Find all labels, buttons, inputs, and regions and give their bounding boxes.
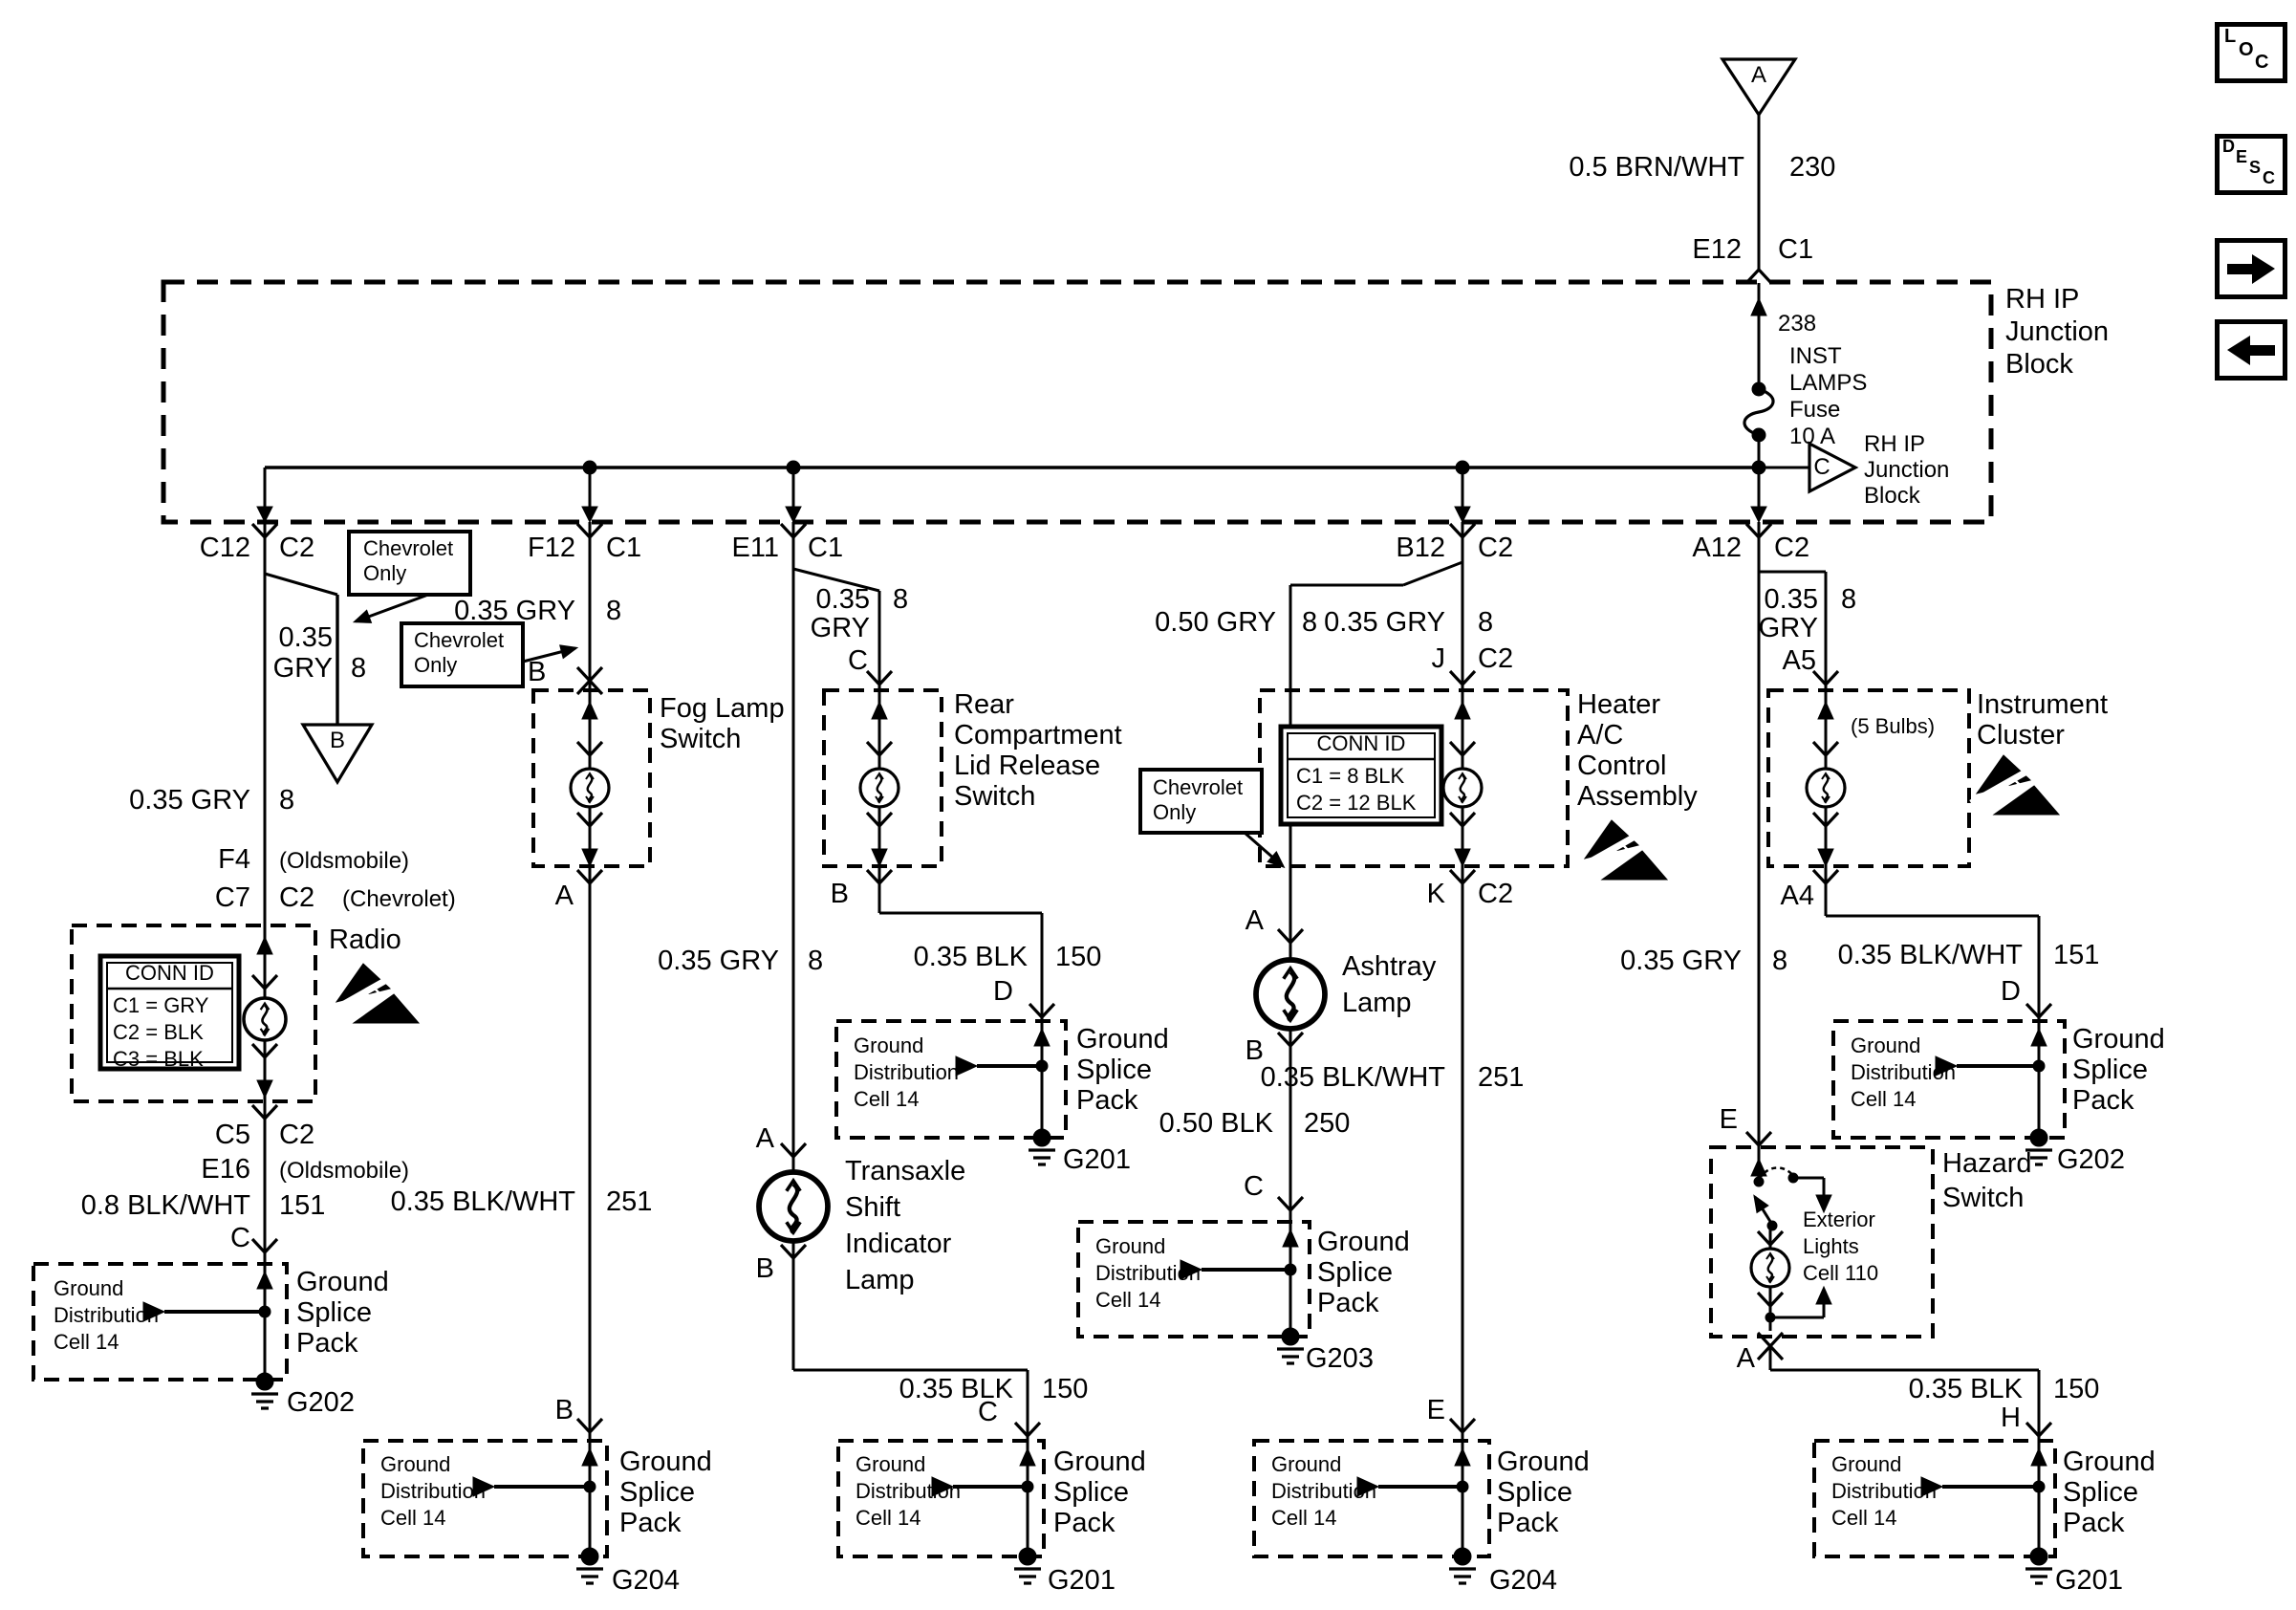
wire-color-label: 0.35 BLK [1908,1374,2023,1404]
chevrolet-only-note: Chevrolet [1153,775,1244,799]
wire-color-label: 0.5 BRN/WHT [1569,152,1744,183]
out-dest-name: Block [1864,483,1920,509]
wire-color-label: 0.8 BLK/WHT [80,1190,250,1221]
ground-splice-pack-label: Ground [1497,1447,1590,1477]
next-page-button[interactable] [2215,238,2287,299]
wire-color-label: GRY [272,653,333,684]
ground-icon [1014,1548,1041,1583]
ground-distribution-note: Distribution [854,1060,960,1084]
junction-block-name: RH IP [2005,284,2080,315]
dest-triangle-letter: A [1750,62,1766,88]
connector-id-label: C2 [1774,533,1810,563]
pin-note: (Oldsmobile) [279,1158,410,1184]
ground-splice-pack-label: Pack [2072,1085,2134,1116]
circuit-number-label: 150 [1042,1374,1089,1404]
terminal-label: A [1245,905,1264,936]
wire-color-label: 0.35 GRY [658,946,779,976]
ground-splice-pack-label: Pack [1053,1508,1116,1538]
ground-distribution-note: Distribution [54,1303,160,1327]
conn-id-row: C2 = BLK [113,1020,204,1044]
bulb-count-note: (5 Bulbs) [1851,714,1936,738]
wire-color-label: 0.35 GRY [1620,946,1742,976]
loc-letter: C [2255,52,2269,73]
terminal-label: D [2001,976,2021,1007]
ground-distribution-note: Cell 14 [1831,1506,1897,1530]
circuit-number-label: 251 [606,1186,653,1217]
ground-id-label: G202 [2057,1144,2125,1175]
ground-splice-pack-label: Pack [2063,1508,2125,1538]
circuit-number-label: 8 [279,785,295,816]
connector-id-label: C2 [1478,643,1514,674]
ground-icon [1029,1129,1055,1164]
ground-distribution-note: Cell 14 [1095,1288,1161,1312]
loc-letter: L [2224,26,2237,47]
terminal-label: A [755,1123,774,1154]
fuse-circuit-label: 238 [1778,311,1817,337]
ground-distribution-note: Distribution [856,1479,962,1503]
bus-wire [257,461,1766,522]
heater-esd-icon [1579,820,1667,880]
up-arrow [1751,298,1766,315]
ground-id-label: G204 [1489,1565,1557,1596]
ground-distribution-note: Ground [1271,1452,1342,1476]
terminal-label: E [1426,1395,1445,1425]
ground-distribution-note: Ground [1095,1234,1166,1258]
connector-id-label: C2 [279,1120,315,1150]
connector-id-label: C2 [279,882,315,913]
connector-pin-label: F12 [528,533,575,563]
connector-pin-label: B12 [1396,533,1445,563]
left-arrow-icon [2220,324,2283,376]
connector-id-label: C2 [279,533,315,563]
terminal-label: B [1245,1035,1264,1066]
terminal-label: B [554,1395,574,1425]
wire-color-label: 0.50 BLK [1159,1108,1273,1139]
terminal-label: A [1736,1343,1755,1374]
ground-distribution-note: Distribution [1095,1261,1202,1285]
connector-pin-label: E12 [1692,234,1742,265]
wire-color-label: 0.35 [278,622,333,653]
terminal-label: C [230,1223,250,1253]
connector-id-label: C1 [808,533,844,563]
loc-button[interactable] [2215,22,2287,83]
ground-distribution-note: Cell 14 [1271,1506,1337,1530]
ground-splice-pack-label: Ground [619,1447,712,1477]
circuit-number-label: 8 [1772,946,1788,976]
circuit-number-label: 8 [351,653,367,684]
circuit-number-label: 151 [279,1190,326,1221]
ground-distribution-note: Cell 14 [1851,1087,1917,1111]
ashtray-lamp-icon [1256,960,1325,1029]
circuit-number-label: 251 [1478,1062,1525,1093]
ground-distribution-note: Ground [380,1452,451,1476]
cluster-esd-icon [1971,755,2059,815]
circuit-number-label: 8 [893,584,909,615]
radio-lamp-icon [244,998,286,1040]
ground-distribution-note: Distribution [380,1479,487,1503]
junction-block-output-triangle [1759,444,1855,491]
connector-pin-label: E16 [201,1154,250,1185]
terminal-label: B [528,657,547,687]
wire-color-label: 0.35 GRY [1324,607,1445,638]
component-name: Assembly [1577,781,1698,812]
fuse-name: Fuse [1789,397,1841,423]
chevrolet-only-note: Only [363,561,407,585]
ground-splice-pack-label: Splice [1497,1477,1572,1508]
conn-id-row: C1 = 8 BLK [1296,764,1405,788]
connector-id-label: C1 [1778,234,1814,265]
component-name: Lid Release [954,751,1101,781]
ground-distribution-note: Ground [1831,1452,1902,1476]
terminal-label: C [848,645,868,676]
ground-icon [1277,1328,1304,1363]
ground-splice-pack-label: Pack [296,1328,358,1359]
component-name: A/C [1577,720,1624,751]
ground-splice-pack-label: Splice [1317,1257,1393,1288]
junction-block-name: Block [2005,349,2073,380]
circuit-number-label: 8 [808,946,824,976]
ground-splice-pack-label: Pack [619,1508,682,1538]
component-name: Rear [954,689,1014,720]
ground-splice-pack-label: Ground [2072,1024,2165,1055]
connector-chevrons-box-bottom [252,524,1771,537]
fog-lamp-icon [571,769,609,807]
terminal-label: A5 [1782,645,1816,676]
loc-letter: O [2239,39,2254,60]
component-name: Transaxle [845,1156,966,1186]
connector-id-label: C1 [606,533,642,563]
circuit-number-label: 8 [1478,607,1494,638]
terminal-label: C [978,1397,998,1427]
conn-id-title: CONN ID [125,961,214,985]
ground-distribution-note: Ground [854,1033,924,1057]
transaxle-lamp-icon [759,1172,828,1241]
right-arrow-icon [2220,243,2283,294]
heater-circuit-wires [1260,522,1568,1556]
fuse-name: INST [1789,343,1842,369]
connector-pin-label: C12 [199,533,250,563]
pin-note: (Oldsmobile) [279,848,410,874]
junction-block-name: Junction [2005,316,2110,347]
component-name: Compartment [954,720,1122,751]
desc-letter: E [2236,147,2248,166]
ground-distribution-note: Distribution [1831,1479,1938,1503]
ground-splice-pack-label: Splice [619,1477,695,1508]
connector-pin-label: E11 [731,533,779,563]
desc-letter: D [2222,137,2235,156]
conn-id-title: CONN ID [1316,731,1406,755]
ground-splice-pack-label: Splice [2072,1055,2148,1085]
ground-icon [576,1548,603,1583]
wire-color-label: 0.35 GRY [129,785,250,816]
ground-splice-pack-label: Splice [1076,1055,1152,1085]
fuse-name: 10 A [1789,424,1836,449]
out-triangle-letter: C [1813,454,1830,480]
wire-color-label: 0.35 BLK [899,1374,1013,1404]
connector-id-label: C2 [1478,879,1514,909]
component-name: Shift [845,1192,901,1223]
wire-color-label: 0.35 BLK/WHT [1837,940,2023,970]
dest-triangle-letter: B [329,728,345,753]
conn-id-row: C3 = BLK [113,1047,204,1071]
hazard-lamp-icon [1751,1249,1789,1287]
switch-dest-note: Lights [1803,1234,1859,1258]
radio-esd-icon [331,964,419,1023]
prev-page-button[interactable] [2215,319,2287,381]
component-name: Radio [329,925,401,955]
ground-splice-pack-label: Splice [2063,1477,2138,1508]
component-name: Switch [660,724,742,754]
component-name: Heater [1577,689,1661,720]
component-name: Fog Lamp [660,693,785,724]
ground-id-label: G201 [1063,1144,1131,1175]
ground-distribution-note: Distribution [1851,1060,1957,1084]
terminal-label: A [554,881,574,911]
component-name: Lamp [845,1265,915,1295]
terminal-label: B [830,879,849,909]
component-name: Indicator [845,1229,952,1259]
terminal-label: K [1426,879,1445,909]
terminal-label: C [1244,1171,1264,1202]
circuit-number-label: 150 [1055,942,1102,972]
ground-distribution-note: Ground [54,1276,124,1300]
terminal-label: J [1431,643,1445,674]
connector-id-label: C2 [1478,533,1514,563]
chevrolet-only-note: Only [1153,800,1197,824]
ground-splice-pack-label: Ground [1076,1024,1169,1055]
component-name: Instrument [1977,689,2108,720]
circuit-number-label: 230 [1789,152,1836,183]
chevrolet-only-note: Chevrolet [363,536,454,560]
terminal-label: H [2001,1403,2021,1433]
rear-compartment-lamp-icon [860,769,899,807]
ground-id-label: G204 [612,1565,680,1596]
fuse-icon [1744,382,1773,468]
chevrolet-only-note: Only [414,653,458,677]
ground-icon [1449,1548,1476,1583]
wire-color-label: GRY [810,613,870,643]
wire-color-label: 0.35 [1764,584,1818,615]
switch-dest-note: Cell 110 [1803,1261,1879,1285]
ground-id-label: G201 [2055,1565,2123,1596]
ground-id-label: G201 [1048,1565,1116,1596]
ground-distribution-note: Cell 14 [854,1087,920,1111]
connector-pin-label: C5 [214,1120,250,1150]
component-name: Control [1577,751,1667,781]
terminal-label: D [993,976,1013,1007]
out-dest-name: RH IP [1864,431,1926,457]
circuit-number-label: 150 [2053,1374,2100,1404]
ground-distribution-note: Ground [856,1452,926,1476]
wire-color-label: 0.35 [815,584,870,615]
fuse-name: LAMPS [1789,370,1868,396]
ground-splice-pack-label: Pack [1317,1288,1379,1318]
ground-distribution-note: Cell 14 [54,1330,119,1354]
ground-splice-pack-label: Pack [1076,1085,1138,1116]
component-name: Lamp [1342,988,1412,1018]
ground-distribution-note: Distribution [1271,1479,1377,1503]
ground-icon [2025,1548,2052,1583]
wire-color-label: 0.50 GRY [1155,607,1276,638]
ground-splice-pack-label: Pack [1497,1508,1559,1538]
wire-color-label: 0.35 GRY [454,596,575,626]
terminal-label: B [755,1253,774,1284]
ground-id-label: G203 [1306,1343,1374,1374]
circuit-number-label: 8 [1302,607,1318,638]
ground-distribution-note: Cell 14 [856,1506,921,1530]
circuit-number-label: 151 [2053,940,2100,970]
conn-id-row: C2 = 12 BLK [1296,791,1417,815]
connector-pin-label: C7 [214,882,250,913]
desc-button[interactable] [2215,134,2287,195]
circuit-number-label: 8 [1841,584,1857,615]
terminal-label: A4 [1780,881,1814,911]
component-name: Switch [954,781,1036,812]
pin-note: (Chevrolet) [342,886,456,912]
wire-color-label: 0.35 BLK [913,942,1028,972]
connector-pin-label: A12 [1692,533,1742,563]
power-feed-wire [1722,59,1795,389]
junction-block-box [163,282,1991,522]
component-name: Cluster [1977,720,2065,751]
ground-distribution-note: Cell 14 [380,1506,446,1530]
ground-splice-pack-label: Ground [1317,1227,1410,1257]
component-name: Hazard [1942,1148,2032,1179]
desc-letter: S [2249,158,2262,177]
circuit-number-label: 8 [606,596,622,626]
ground-splice-pack-label: Splice [296,1297,372,1328]
ground-distribution-note: Ground [1851,1033,1921,1057]
chevrolet-only-note: Chevrolet [414,628,505,652]
out-dest-name: Junction [1864,457,1950,483]
circuit-number-label: 250 [1304,1108,1351,1139]
heater-lamp-icon [1443,769,1482,807]
cluster-lamp-icon [1807,769,1845,807]
wire-color-label: 0.35 BLK/WHT [1260,1062,1445,1093]
switch-dest-note: Exterior [1803,1208,1875,1231]
conn-id-row: C1 = GRY [113,993,209,1017]
ground-splice-pack-label: Splice [1053,1477,1129,1508]
wire-color-label: GRY [1758,613,1818,643]
component-name: Ashtray [1342,951,1437,982]
desc-letter: C [2263,168,2275,187]
terminal-label: E [1719,1104,1738,1135]
ground-id-label: G202 [287,1387,355,1418]
ground-splice-pack-label: Ground [2063,1447,2155,1477]
connector-pin-label: F4 [218,844,250,875]
component-name: Switch [1942,1183,2025,1213]
ground-splice-pack-label: Ground [1053,1447,1146,1477]
ground-splice-pack-label: Ground [296,1267,389,1297]
wire-color-label: 0.35 BLK/WHT [390,1186,575,1217]
